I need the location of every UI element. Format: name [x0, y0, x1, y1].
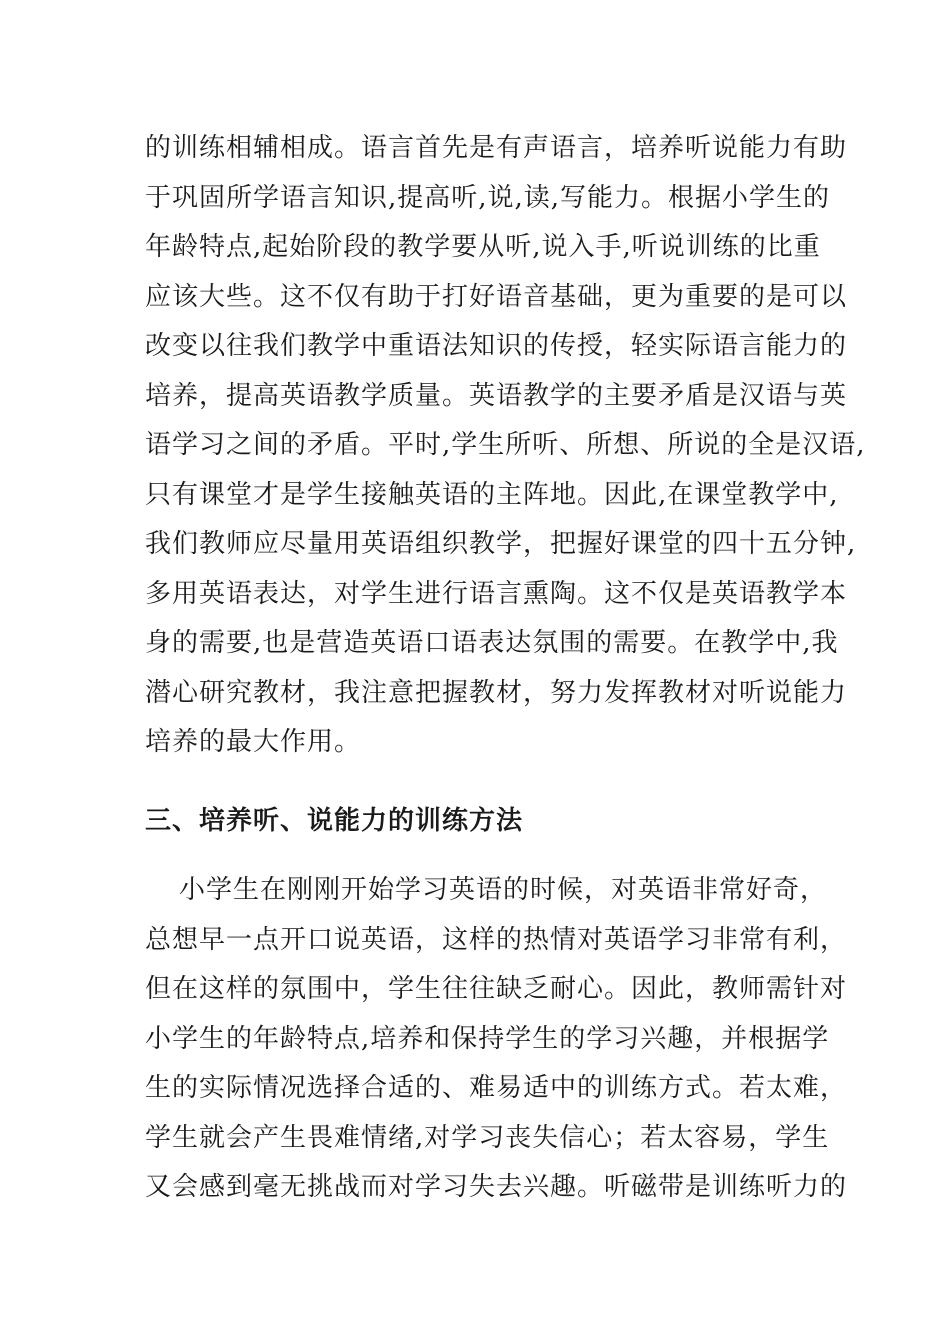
text-line: 改变以往我们教学中重语法知识的传授，轻实际语言能力的 — [145, 331, 848, 361]
text-line: 我们教师应尽量用英语组织教学，把握好课堂的四十五分钟, — [145, 529, 857, 559]
text-line: 小学生在刚刚开始学习英语的时候，对英语非常好奇， — [179, 875, 828, 905]
text-line: 培养的最大作用。 — [145, 727, 362, 757]
text-line: 潜心研究教材，我注意把握教材，努力发挥教材对听说能力 — [145, 677, 848, 708]
section-heading: 三、培养听、说能力的训练方法 — [145, 806, 524, 836]
text-line: 应该大些。这不仅有助于打好语音基础，更为重要的是可以 — [145, 281, 848, 312]
text-line: 身的需要,也是营造英语口语表达氛围的需要。在教学中,我 — [145, 628, 839, 658]
text-line: 总想早一点开口说英语，这样的热情对英语学习非常有利， — [145, 924, 848, 955]
text-line: 年龄特点,起始阶段的教学要从听,说入手,听说训练的比重 — [145, 232, 821, 262]
text-line: 多用英语表达，对学生进行语言熏陶。这不仅是英语教学本 — [145, 578, 848, 609]
text-line: 学生就会产生畏难情绪,对学习丧失信心；若太容易，学生 — [145, 1122, 830, 1153]
text-line: 但在这样的氛围中，学生往往缺乏耐心。因此，教师需针对 — [145, 974, 848, 1004]
body-paragraph — [145, 124, 866, 768]
text-line: 培养，提高英语教学质量。英语教学的主要矛盾是汉语与英 — [145, 380, 848, 411]
text-line: 小学生的年龄特点,培养和保持学生的学习兴趣，并根据学 — [145, 1023, 830, 1054]
text-line: 于巩固所学语言知识,提高听,说,读,写能力。根据小学生的 — [145, 182, 831, 213]
text-line: 的训练相辅相成。语言首先是有声语言，培养听说能力有助 — [145, 133, 848, 163]
text-line: 语学习之间的矛盾。平时,学生所听、所想、所说的全是汉语, — [145, 430, 866, 460]
body-paragraph — [145, 866, 848, 1213]
text-line: 又会感到毫无挑战而对学习失去兴趣。听磁带是训练听力的 — [145, 1172, 848, 1202]
text-line: 只有课堂才是学生接触英语的主阵地。因此,在课堂教学中, — [145, 479, 839, 510]
text-line: 生的实际情况选择合适的、难易适中的训练方式。若太难， — [145, 1073, 848, 1103]
